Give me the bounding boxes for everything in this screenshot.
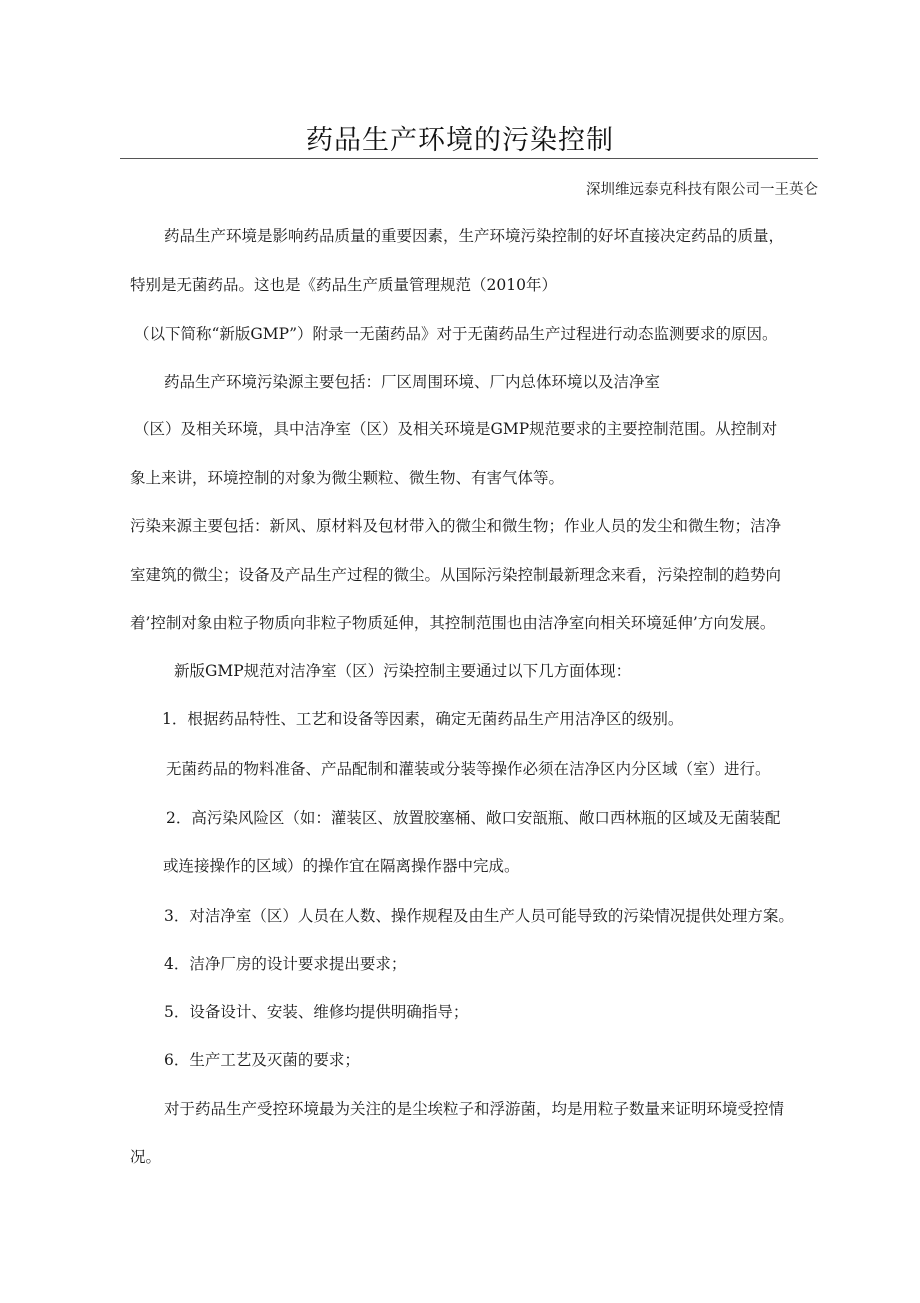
- list-item-5: 5．设备设计、安装、维修均提供明确指导；: [164, 1003, 469, 1021]
- body-line-1: 药品生产环境是影响药品质量的重要因素，生产环境污染控制的好坏直接决定药品的质量，: [164, 227, 785, 245]
- list-item-4: 4．洁净厂房的设计要求提出要求；: [164, 955, 407, 973]
- body-line-4: 药品生产环境污染源主要包括：厂区周围环境、厂内总体环境以及洁净室: [164, 373, 661, 391]
- list-item-1: 1．根据药品特性、工艺和设备等因素，确定无菌药品生产用洁净区的级别。: [162, 710, 684, 728]
- list-item-3: 3．对洁净室（区）人员在人数、操作规程及由生产人员可能导致的污染情况提供处理方案。: [164, 907, 794, 925]
- body-line-2: 特别是无菌药品。这也是《药品生产质量管理规范（2010年）: [130, 276, 557, 294]
- body-line-10: 新版GMP规范对洁净室（区）污染控制主要通过以下几方面体现：: [174, 662, 632, 680]
- body-line-8: 室建筑的微尘；设备及产品生产过程的微尘。从国际污染控制最新理念来看，污染控制的趋势向: [130, 566, 782, 584]
- body-line-9: 着’控制对象由粒子物质向非粒子物质延伸，其控制范围也由洁净室向相关环境延伸’方向发展。: [130, 614, 776, 632]
- list-item-2-continued: 或连接操作的区域）的操作宜在隔离操作器中完成。: [163, 857, 520, 875]
- list-item-1-detail: 无菌药品的物料准备、产品配制和灌装或分装等操作必须在洁净区内分区域（室）进行。: [166, 760, 771, 778]
- body-line-5: （区）及相关环境，具中洁净室（区）及相关环境是GMP规范要求的主要控制范围。从控制对: [134, 420, 778, 438]
- list-item-6: 6．生产工艺及灭菌的要求；: [164, 1051, 360, 1069]
- document-title: 药品生产环境的污染控制: [306, 125, 614, 156]
- body-line-3: （以下简称“新版GMP”）附录一无菌药品》对于无菌药品生产过程进行动态监测要求的原因。: [134, 325, 778, 343]
- body-line-7: 污染来源主要包括：新风、原材料及包材带入的微尘和微生物；作业人员的发尘和微生物；洁净: [130, 517, 782, 535]
- author-line: 深圳维远泰克科技有限公司一王英仑: [586, 182, 818, 198]
- list-item-2: 2．高污染风险区（如：灌装区、放置胶塞桶、敞口安瓿瓶、敞口西林瓶的区域及无菌装配: [166, 809, 781, 827]
- closing-line-2: 况。: [130, 1148, 162, 1166]
- title-underline: [120, 158, 818, 159]
- closing-line-1: 对于药品生产受控环境最为关注的是尘埃粒子和浮游菌，均是用粒子数量来证明环境受控情: [164, 1100, 785, 1118]
- body-line-6: 象上来讲，环境控制的对象为微尘颗粒、微生物、有害气体等。: [130, 469, 565, 487]
